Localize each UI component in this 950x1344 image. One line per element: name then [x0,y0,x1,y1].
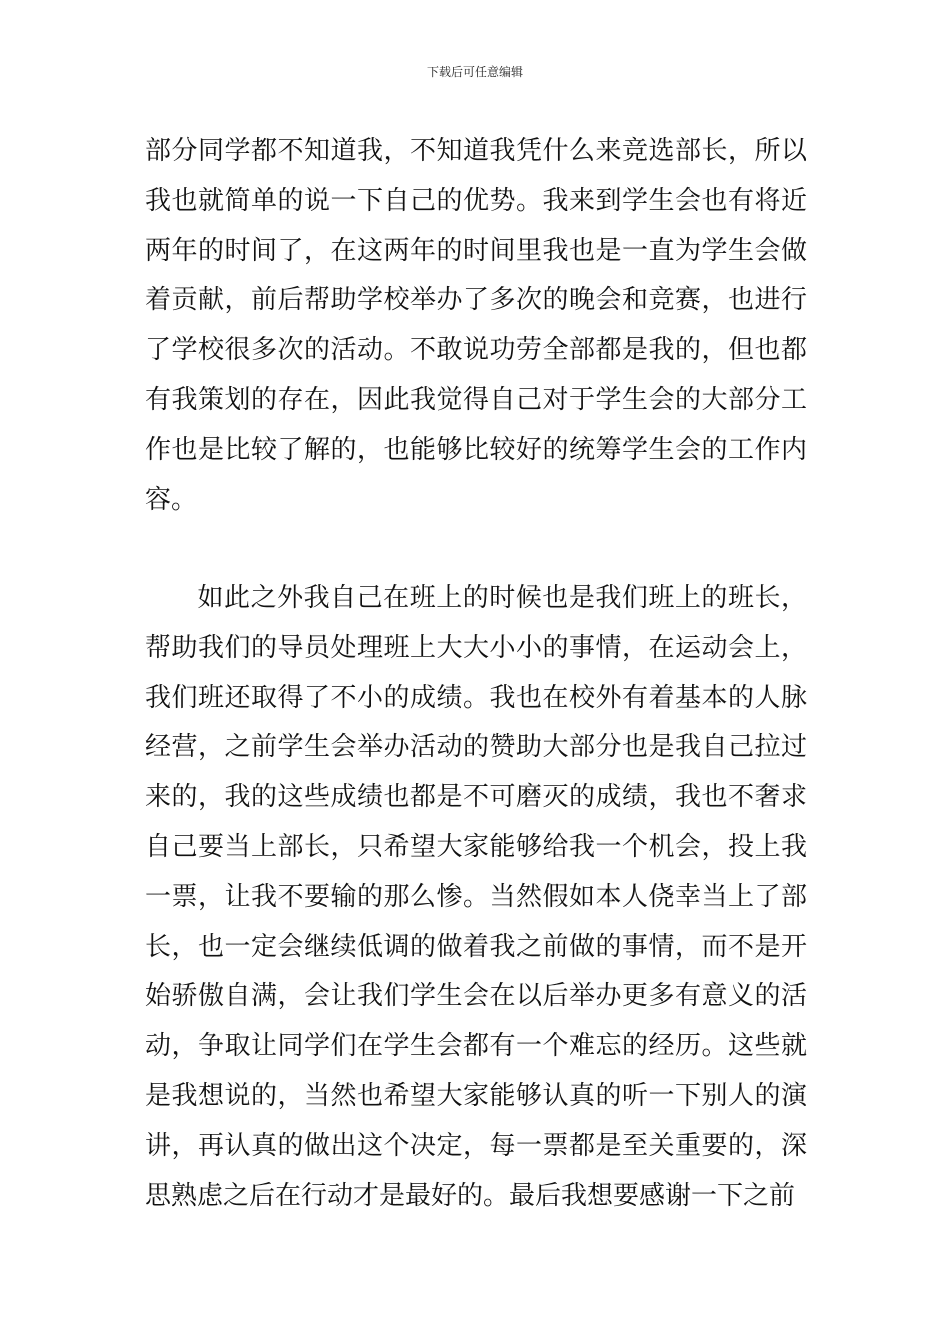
paragraph-2 [145,574,807,1221]
page-header: 下载后可任意编辑 [426,65,523,79]
paragraph-1-text: 部分同学都不知道我，不知道我凭什么来竞选部长，所以我也就简单的说一下自己的优势。我来到学生会也有将近两年的时间了，在这两年的时间里我也是一直为学生会做着贡献，前后帮助学校举办了多次的晚会和竞赛，也进行了学校很多次的活动。不敢说功劳全部都是我的，但也都有我策划的存在，因此我觉得自己对于学生会的大部分工作也是比较了解的，也能够比较好的统筹学生会的工作内容。 [145,136,807,515]
paragraph-1 [145,127,807,525]
paragraph-2-text: 如此之外我自己在班上的时候也是我们班上的班长，帮助我们的导员处理班上大大小小的事情，在运动会上，我们班还取得了不小的成绩。我也在校外有着基本的人脉经营，之前学生会举办活动的赞助大部分也是我自己拉过来的，我的这些成绩也都是不可磨灭的成绩，我也不奢求自己要当上部长，只希望大家能够给我一个机会，投上我一票，让我不要输的那么惨。当然假如本人侥幸当上了部长，也一定会继续低调的做着我之前做的事情，而不是开始骄傲自满，会让我们学生会在以后举办更多有意义的活动，争取让同学们在学生会都有一个难忘的经历。这些就是我想说的，当然也希望大家能够认真的听一下别人的演讲，再认真的做出这个决定，每一票都是至关重要的，深思熟虑之后在行动才是最好的。最后我想要感谢一下之前 [145,583,807,1211]
